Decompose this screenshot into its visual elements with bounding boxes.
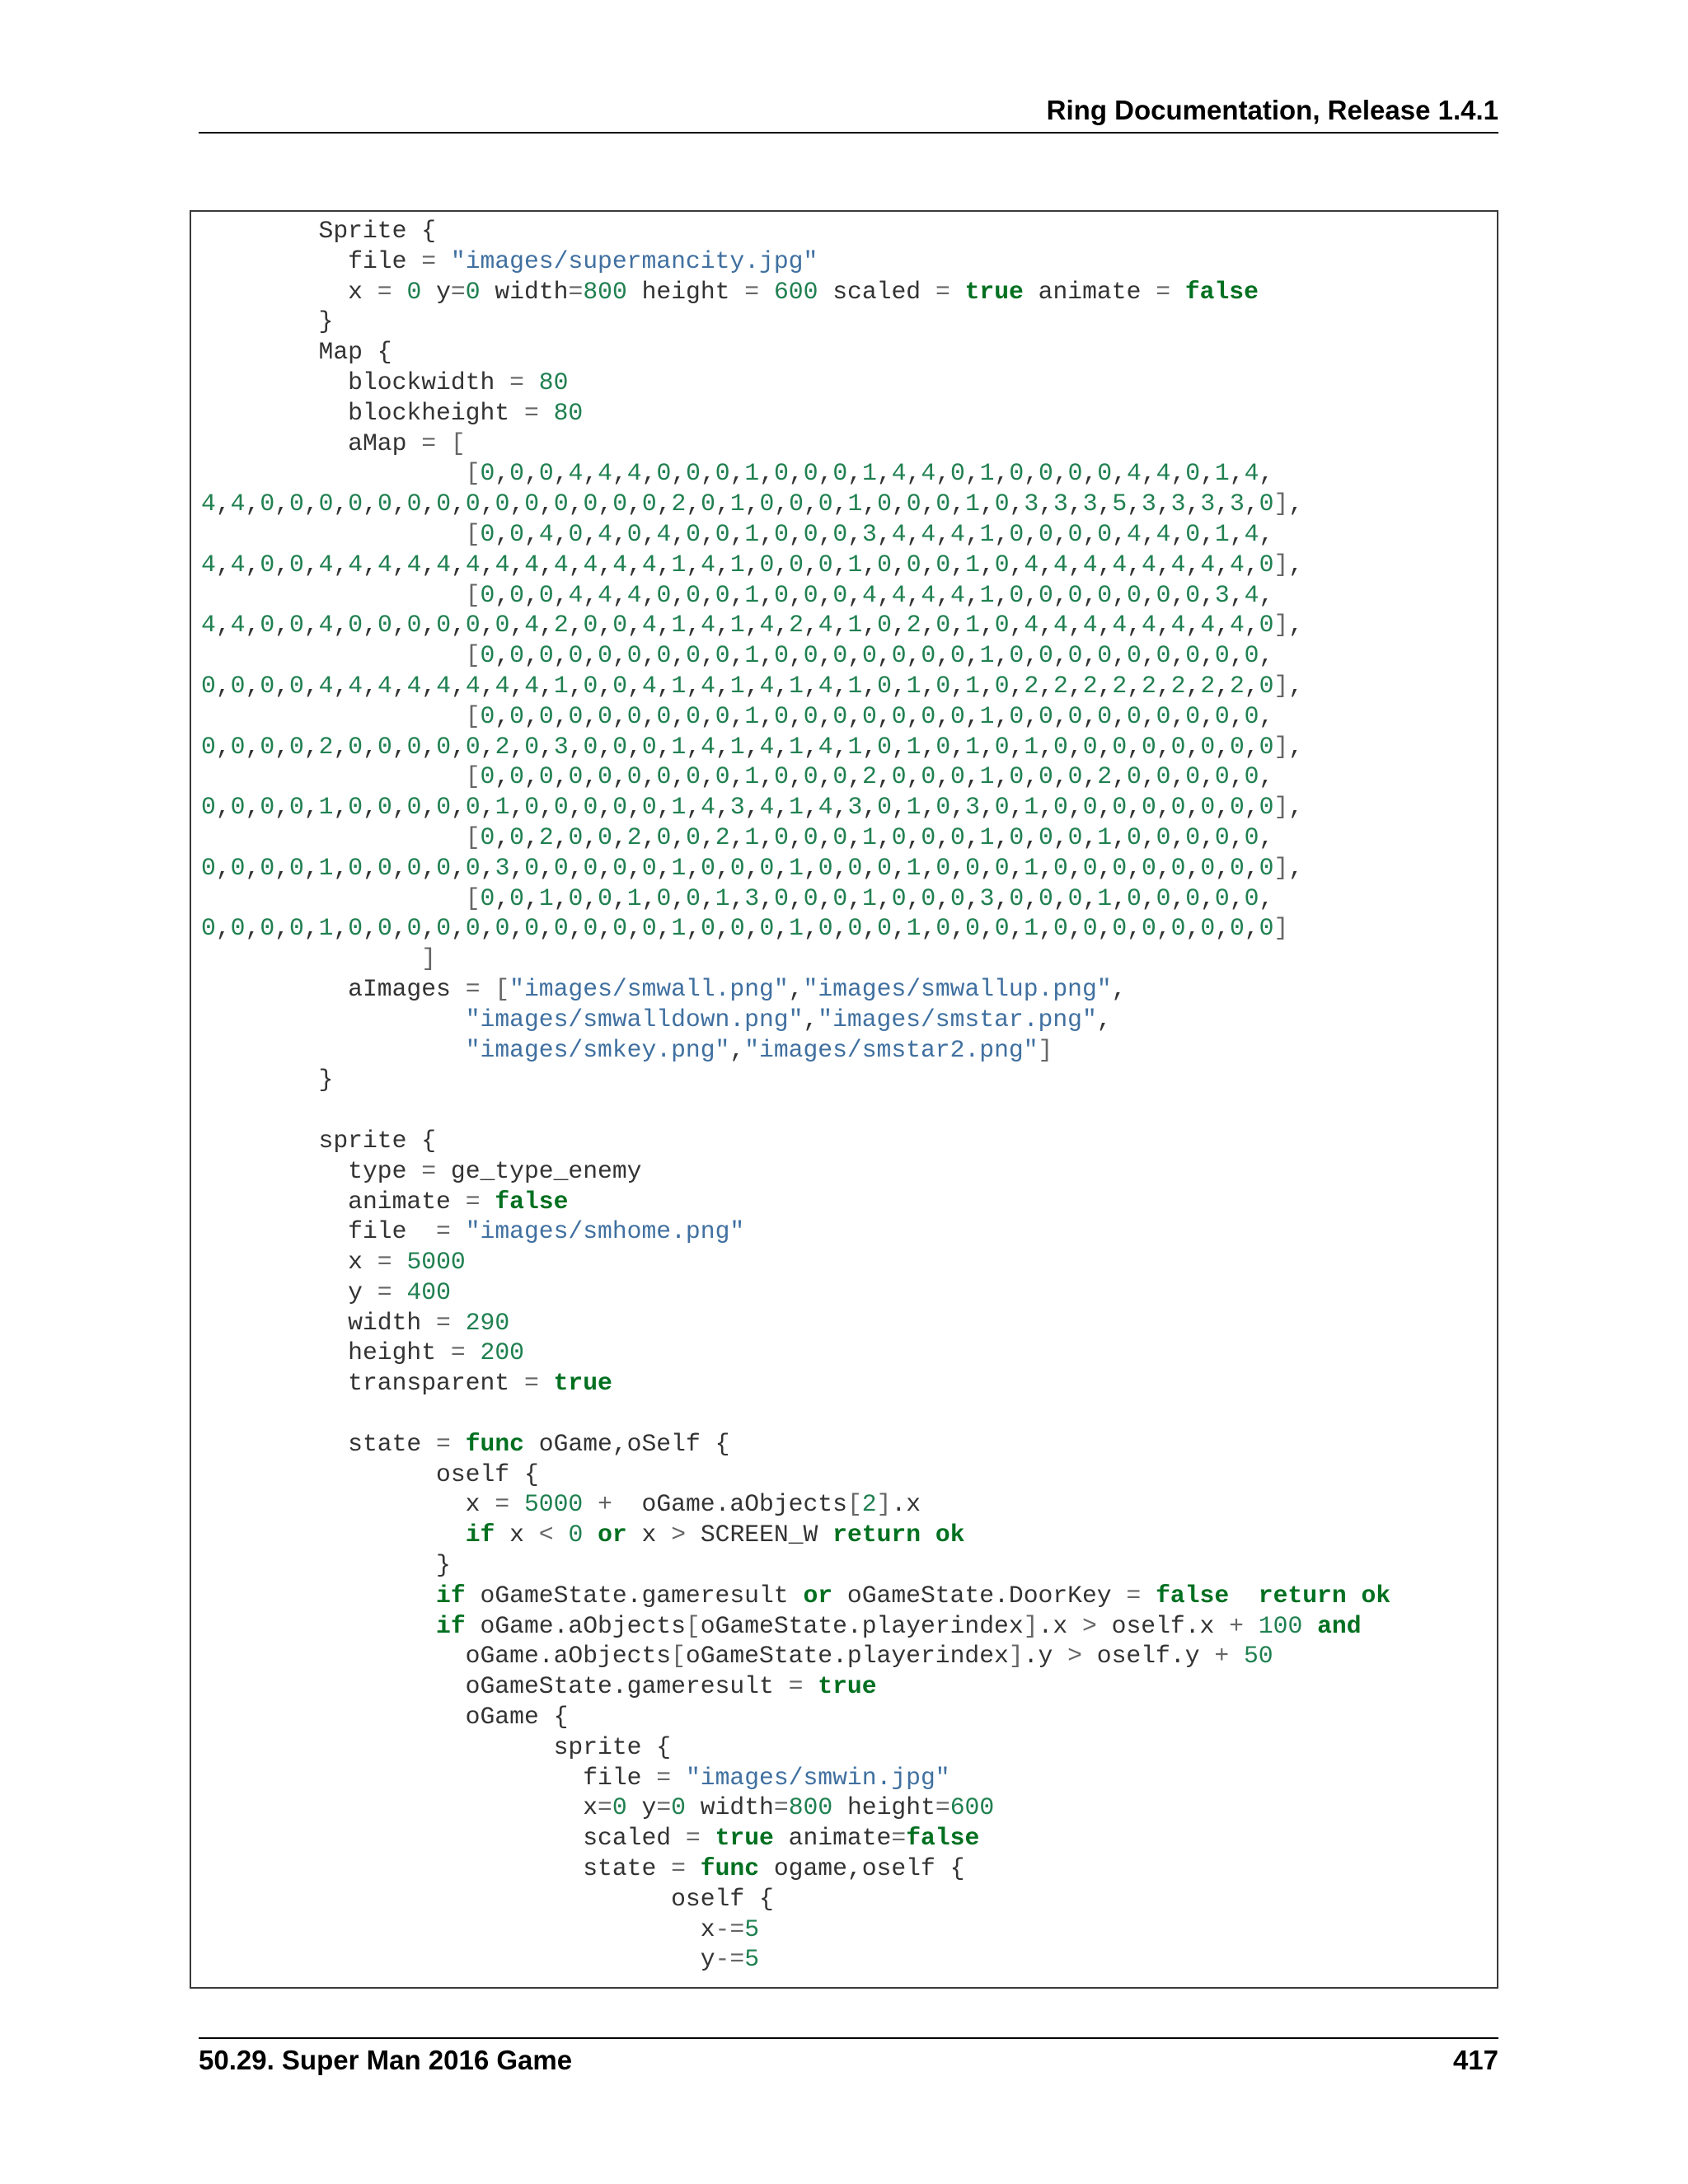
code-line: ]	[421, 944, 437, 973]
code-line: aImages = ["images/smwall.png","images/smwallup.png",	[201, 974, 1127, 1003]
code-line: scaled = true animate=false	[201, 1824, 980, 1853]
code-line: x-=5	[201, 1915, 760, 1943]
code-line: file = "images/smhome.png"	[201, 1217, 745, 1246]
code-line: [0,0,1,0,0,1,0,0,1,3,0,0,0,1,0,0,0,3,0,0,0,1,0,0,0,0,0,	[465, 883, 1274, 912]
code-line: Map {	[201, 338, 392, 367]
code-line: }	[201, 1551, 451, 1580]
code-line: }	[201, 1066, 334, 1094]
code-line: [0,0,0,0,0,0,0,0,0,1,0,0,0,0,0,0,0,1,0,0,0,0,0,0,0,0,0,	[465, 641, 1274, 670]
code-line: if oGame.aObjects[oGameState.playerindex].x > oself.x + 100 and	[436, 1611, 1362, 1640]
code-line: if x < 0 or x > SCREEN_W return ok	[465, 1521, 965, 1549]
code-line: file = "images/supermancity.jpg"	[201, 246, 818, 275]
code-line: transparent = true	[201, 1369, 612, 1398]
code-line: blockwidth = 80	[201, 368, 569, 396]
code-line: 0,0,0,0,1,0,0,0,0,0,0,0,0,0,0,0,1,0,0,0,1,0,0,0,1,0,0,0,1,0,0,0,0,0,0,0,0]	[201, 914, 1289, 943]
code-block	[190, 210, 1498, 1989]
code-line: width = 290	[201, 1308, 510, 1337]
footer-page-number: 417	[1452, 2045, 1498, 2075]
code-line: x=0 y=0 width=800 height=600	[201, 1793, 995, 1822]
code-line: [0,0,2,0,0,2,0,0,2,1,0,0,0,1,0,0,0,1,0,0,0,1,0,0,0,0,0,	[465, 823, 1274, 851]
code-line: 0,0,0,0,4,4,4,4,4,4,4,4,1,0,0,4,1,4,1,4,1,4,1,0,1,0,1,0,2,2,2,2,2,2,2,2,0],	[201, 671, 1304, 700]
code-line: 4,4,0,0,0,0,0,0,0,0,0,0,0,0,0,0,2,0,1,0,0,0,1,0,0,0,1,0,3,3,3,5,3,3,3,3,0],	[201, 490, 1304, 518]
code-line: Sprite {	[201, 217, 437, 245]
code-line: oGameState.gameresult = true	[201, 1672, 877, 1701]
code-line	[201, 1399, 1390, 1429]
code-line: 4,4,0,0,4,0,0,0,0,0,0,4,2,0,0,4,1,4,1,4,2,4,1,0,2,0,1,0,4,4,4,4,4,4,4,4,0],	[201, 611, 1304, 640]
code-line: file = "images/smwin.jpg"	[201, 1763, 950, 1792]
code-line: "images/smkey.png","images/smstar2.png"]	[465, 1035, 1053, 1064]
code-line: 0,0,0,0,1,0,0,0,0,0,3,0,0,0,0,0,1,0,0,0,1,0,0,0,1,0,0,0,1,0,0,0,0,0,0,0,0],	[201, 853, 1304, 882]
code-line: y = 400	[201, 1277, 451, 1306]
code-line: oself {	[201, 1884, 774, 1913]
code-lines	[201, 216, 1390, 1975]
code-line: 0,0,0,0,2,0,0,0,0,0,2,0,3,0,0,0,1,4,1,4,1,4,1,0,1,0,1,0,1,0,0,0,0,0,0,0,0],	[201, 732, 1304, 761]
code-line: animate = false	[201, 1187, 569, 1216]
code-line: [0,0,0,0,0,0,0,0,0,1,0,0,0,0,0,0,0,1,0,0,0,0,0,0,0,0,0,	[465, 701, 1274, 730]
code-line: x = 0 y=0 width=800 height = 600 scaled = true animate = false	[201, 277, 1259, 306]
code-line: state = func oGame,oSelf {	[201, 1429, 730, 1458]
code-line: 4,4,0,0,4,4,4,4,4,4,4,4,4,4,4,4,1,4,1,0,0,0,1,0,0,0,1,0,4,4,4,4,4,4,4,4,0],	[201, 550, 1304, 579]
code-line	[201, 1095, 1390, 1126]
code-line: y-=5	[201, 1945, 760, 1974]
code-line: 0,0,0,0,1,0,0,0,0,0,1,0,0,0,0,0,1,4,3,4,1,4,3,0,1,0,3,0,1,0,0,0,0,0,0,0,0],	[201, 793, 1304, 822]
code-line: type = ge_type_enemy	[201, 1156, 642, 1185]
code-line: oGame {	[201, 1703, 569, 1732]
footer-section-title: 50.29. Super Man 2016 Game	[199, 2045, 573, 2075]
page-header	[199, 92, 1498, 134]
code-line: state = func ogame,oself {	[201, 1854, 965, 1883]
code-line: aMap = [	[201, 429, 466, 457]
header-title: Ring Documentation, Release 1.4.1	[1046, 95, 1498, 125]
code-line: if oGameState.gameresult or oGameState.DoorKey = false return ok	[436, 1581, 1391, 1610]
code-line: [0,0,0,4,4,4,0,0,0,1,0,0,0,4,4,4,4,1,0,0,0,0,0,0,0,3,4,	[465, 580, 1274, 609]
code-line: oGame.aObjects[oGameState.playerindex].y > oself.y + 50	[201, 1642, 1273, 1671]
code-line: [0,0,0,4,4,4,0,0,0,1,0,0,0,1,4,4,0,1,0,0,0,0,4,4,0,1,4,	[465, 459, 1274, 488]
code-line: oself {	[201, 1460, 539, 1488]
code-line: "images/smwalldown.png","images/smstar.png",	[465, 1005, 1112, 1033]
code-line: height = 200	[201, 1338, 524, 1367]
code-line: sprite {	[201, 1732, 672, 1761]
code-line: }	[201, 307, 334, 336]
code-line: blockheight = 80	[201, 398, 584, 427]
code-line: x = 5000	[201, 1248, 466, 1277]
code-line: [0,0,4,0,4,0,4,0,0,1,0,0,0,3,4,4,4,1,0,0,0,0,4,4,0,1,4,	[465, 519, 1274, 548]
code-line: x = 5000 + oGame.aObjects[2].x	[201, 1490, 921, 1519]
code-line: sprite {	[201, 1126, 437, 1155]
page-footer	[199, 2037, 1498, 2080]
code-line: [0,0,0,0,0,0,0,0,0,1,0,0,0,2,0,0,0,1,0,0,0,2,0,0,0,0,0,	[465, 762, 1274, 791]
